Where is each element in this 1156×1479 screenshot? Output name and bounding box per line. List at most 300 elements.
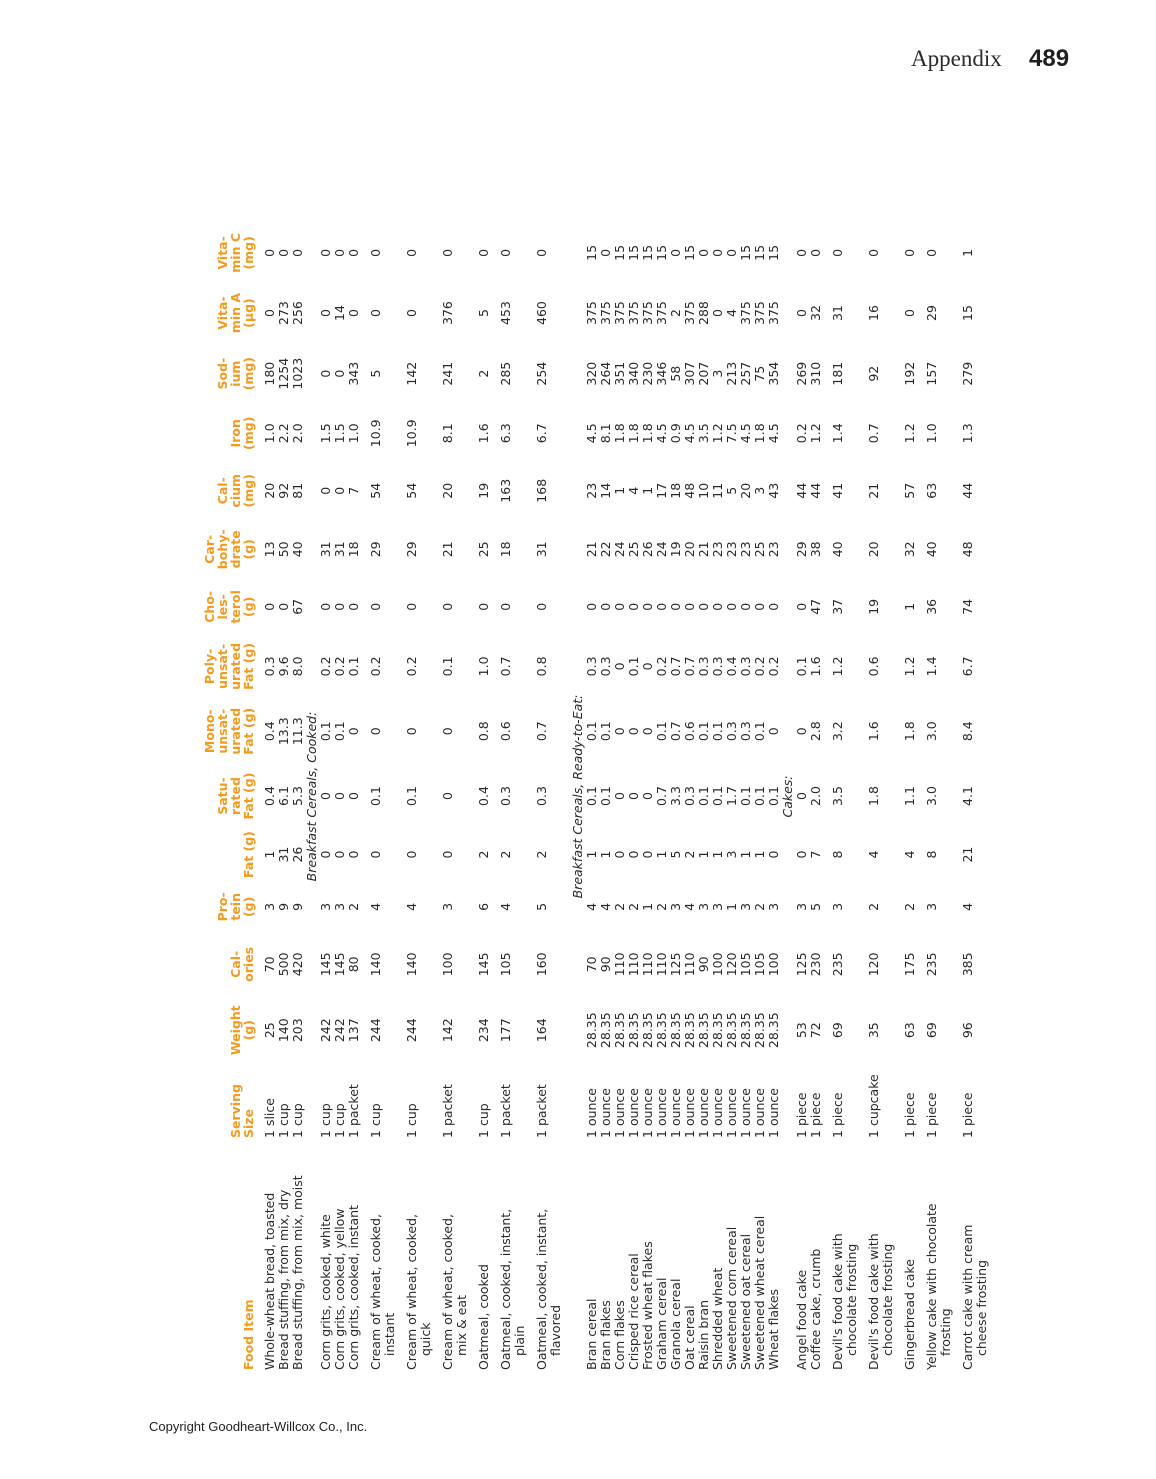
cell-calcium: 20 bbox=[440, 482, 455, 499]
cell-monounsaturated-fat: 0.3 bbox=[724, 721, 739, 742]
cell-cholesterol: 0 bbox=[262, 602, 277, 611]
cell-iron: 1.8 bbox=[612, 423, 627, 444]
cell-vitamin-c: 0 bbox=[710, 248, 725, 257]
table-row bbox=[859, 223, 895, 1370]
cell-vitamin-c: 0 bbox=[924, 248, 939, 257]
food-item-name: Devil's food cake with bbox=[866, 1233, 881, 1370]
cell-protein: 3 bbox=[332, 902, 347, 911]
food-item-name: Shredded wheat bbox=[710, 1267, 725, 1370]
cell-vitamin-c: 15 bbox=[752, 244, 767, 261]
cell-calories: 110 bbox=[682, 952, 697, 977]
cell-serving-size: 1 ounce bbox=[612, 1088, 627, 1138]
cell-vitamin-c: 0 bbox=[830, 248, 845, 257]
cell-carbohydrate: 18 bbox=[346, 541, 361, 558]
cell-fat: 1 bbox=[752, 850, 767, 859]
cell-fat: 0 bbox=[794, 850, 809, 859]
cell-vitamin-c: 0 bbox=[290, 248, 305, 257]
cell-sodium: 340 bbox=[626, 361, 641, 386]
table-row bbox=[319, 223, 333, 1370]
cell-fat: 3 bbox=[724, 850, 739, 859]
cell-calories: 175 bbox=[902, 952, 917, 977]
food-item-cell bbox=[469, 1140, 491, 1370]
cell-vitamin-a: 0 bbox=[368, 309, 383, 318]
cell-protein: 3 bbox=[696, 902, 711, 911]
cell-carbohydrate: 25 bbox=[626, 541, 641, 558]
table-row bbox=[725, 223, 739, 1370]
table-row bbox=[347, 223, 361, 1370]
table-row bbox=[397, 223, 433, 1370]
cell-cholesterol: 36 bbox=[924, 598, 939, 615]
cell-calories: 140 bbox=[404, 952, 419, 977]
table-row bbox=[739, 223, 753, 1370]
cell-cholesterol: 1 bbox=[902, 602, 917, 611]
cell-polyunsaturated-fat: 0.7 bbox=[682, 656, 697, 677]
cell-vitamin-a: 375 bbox=[682, 301, 697, 325]
cell-calcium: 19 bbox=[476, 482, 491, 499]
cell-cholesterol: 0 bbox=[368, 602, 383, 611]
cell-iron: 1.2 bbox=[902, 423, 917, 444]
cell-calcium: 20 bbox=[262, 482, 277, 499]
food-item-name: Graham cereal bbox=[654, 1277, 669, 1370]
cell-carbohydrate: 23 bbox=[738, 541, 753, 558]
food-item-cell bbox=[641, 1140, 655, 1370]
cell-iron: 3.5 bbox=[696, 423, 711, 444]
cell-calories: 145 bbox=[318, 952, 333, 977]
cell-carbohydrate: 40 bbox=[290, 541, 305, 558]
cell-protein: 2 bbox=[866, 902, 881, 911]
cell-cholesterol: 0 bbox=[612, 602, 627, 611]
food-item-name: Sweetened wheat cereal bbox=[752, 1215, 767, 1370]
cell-cholesterol: 0 bbox=[346, 602, 361, 611]
cell-monounsaturated-fat: 11.3 bbox=[290, 717, 305, 746]
food-item-cell bbox=[809, 1140, 823, 1370]
cell-saturated-fat: 0.4 bbox=[262, 786, 277, 806]
cell-polyunsaturated-fat: 0.3 bbox=[584, 656, 599, 677]
cell-serving-size: 1 packet bbox=[498, 1084, 513, 1138]
section-heading: Cakes: bbox=[780, 775, 795, 818]
table-row bbox=[613, 223, 627, 1370]
cell-protein: 4 bbox=[498, 902, 513, 911]
cell-carbohydrate: 23 bbox=[724, 541, 739, 558]
section-heading: Breakfast Cereals, Ready-to-Eat: bbox=[570, 694, 585, 899]
table-row bbox=[697, 223, 711, 1370]
cell-sodium: 1254 bbox=[276, 357, 291, 390]
cell-iron: 1.8 bbox=[626, 423, 641, 444]
food-item-name: Bread stuffing, from mix, dry bbox=[276, 1189, 291, 1370]
cell-carbohydrate: 31 bbox=[534, 541, 549, 558]
cell-carbohydrate: 29 bbox=[404, 541, 419, 558]
cell-monounsaturated-fat: 0.1 bbox=[752, 721, 767, 742]
cell-calcium: 1 bbox=[612, 486, 627, 495]
cell-saturated-fat: 1.1 bbox=[902, 786, 917, 806]
cell-protein: 4 bbox=[368, 902, 383, 911]
cell-sodium: 1023 bbox=[290, 357, 305, 390]
cell-calories: 145 bbox=[476, 952, 491, 977]
cell-iron: 8.1 bbox=[440, 423, 455, 444]
cell-calories: 230 bbox=[808, 952, 823, 977]
cell-serving-size: 1 ounce bbox=[584, 1088, 599, 1138]
cell-iron: 4.5 bbox=[738, 423, 753, 444]
cell-sodium: 180 bbox=[262, 361, 277, 386]
cell-carbohydrate: 18 bbox=[498, 541, 513, 558]
section-title: Appendix bbox=[911, 46, 1002, 71]
cell-carbohydrate: 23 bbox=[766, 541, 781, 558]
cell-weight: 96 bbox=[960, 1022, 975, 1039]
cell-saturated-fat: 1.7 bbox=[724, 786, 739, 806]
cell-sodium: 354 bbox=[766, 361, 781, 386]
cell-calcium: 0 bbox=[318, 486, 333, 495]
cell-carbohydrate: 19 bbox=[668, 541, 683, 558]
table-row bbox=[433, 223, 469, 1370]
cell-vitamin-c: 15 bbox=[682, 244, 697, 261]
cell-protein: 1 bbox=[640, 902, 655, 911]
cell-saturated-fat: 0 bbox=[440, 792, 455, 801]
cell-vitamin-a: 0 bbox=[902, 309, 917, 318]
cell-calcium: 44 bbox=[960, 482, 975, 499]
cell-fat: 1 bbox=[654, 850, 669, 859]
cell-cholesterol: 67 bbox=[290, 598, 305, 615]
cell-polyunsaturated-fat: 0.3 bbox=[696, 656, 711, 677]
cell-calcium: 10 bbox=[696, 482, 711, 499]
column-header-sodium: Sod- ium (mg) bbox=[215, 356, 256, 391]
cell-polyunsaturated-fat: 0.7 bbox=[668, 656, 683, 677]
cell-vitamin-c: 15 bbox=[738, 244, 753, 261]
food-item-name-continued: chocolate frosting bbox=[880, 1243, 895, 1356]
cell-calcium: 23 bbox=[584, 482, 599, 499]
cell-cholesterol: 0 bbox=[584, 602, 599, 611]
cell-saturated-fat: 0.1 bbox=[404, 786, 419, 806]
food-item-cell bbox=[291, 1140, 305, 1370]
cell-saturated-fat: 1.8 bbox=[866, 786, 881, 806]
food-item-name: Sweetened corn cereal bbox=[724, 1226, 739, 1370]
cell-saturated-fat: 0 bbox=[612, 792, 627, 801]
cell-cholesterol: 0 bbox=[332, 602, 347, 611]
cell-iron: 1.0 bbox=[346, 423, 361, 444]
cell-fat: 0 bbox=[332, 850, 347, 859]
cell-monounsaturated-fat: 0.1 bbox=[654, 721, 669, 742]
cell-saturated-fat: 6.1 bbox=[276, 786, 291, 806]
cell-cholesterol: 0 bbox=[276, 602, 291, 611]
cell-weight: 177 bbox=[498, 1018, 513, 1043]
cell-iron: 10.9 bbox=[404, 419, 419, 448]
cell-fat: 2 bbox=[476, 850, 491, 859]
cell-fat: 0 bbox=[440, 850, 455, 859]
table-section-row bbox=[305, 223, 319, 1370]
cell-calcium: 54 bbox=[404, 482, 419, 499]
cell-carbohydrate: 21 bbox=[440, 541, 455, 558]
cell-saturated-fat: 0.1 bbox=[584, 786, 599, 806]
cell-iron: 7.5 bbox=[724, 423, 739, 444]
cell-saturated-fat: 3.3 bbox=[668, 786, 683, 806]
page-number: 489 bbox=[1029, 45, 1070, 72]
column-header-carbohydrate: Car- bohy- drate (g) bbox=[202, 529, 256, 570]
cell-fat: 1 bbox=[598, 850, 613, 859]
cell-carbohydrate: 20 bbox=[682, 541, 697, 558]
cell-vitamin-c: 0 bbox=[668, 248, 683, 257]
cell-cholesterol: 0 bbox=[640, 602, 655, 611]
cell-monounsaturated-fat: 0.3 bbox=[738, 721, 753, 742]
cell-protein: 4 bbox=[682, 902, 697, 911]
cell-protein: 3 bbox=[668, 902, 683, 911]
cell-monounsaturated-fat: 0.1 bbox=[598, 721, 613, 742]
cell-fat: 31 bbox=[276, 846, 291, 863]
cell-calcium: 0 bbox=[332, 486, 347, 495]
cell-polyunsaturated-fat: 0.3 bbox=[738, 656, 753, 677]
cell-vitamin-a: 31 bbox=[830, 305, 845, 321]
cell-weight: 72 bbox=[808, 1022, 823, 1039]
cell-weight: 28.35 bbox=[682, 1012, 697, 1049]
cell-weight: 28.35 bbox=[710, 1012, 725, 1049]
column-header-cholesterol: Cho- les- terol (g) bbox=[202, 590, 256, 624]
column-header-vitamin-c: Vita- min C (mg) bbox=[215, 233, 256, 273]
cell-polyunsaturated-fat: 0.4 bbox=[724, 656, 739, 677]
cell-monounsaturated-fat: 0.7 bbox=[534, 721, 549, 742]
cell-polyunsaturated-fat: 1.2 bbox=[830, 656, 845, 677]
food-item-name: Oatmeal, cooked, instant, bbox=[534, 1208, 549, 1370]
cell-calories: 80 bbox=[346, 956, 361, 973]
cell-cholesterol: 0 bbox=[682, 602, 697, 611]
cell-cholesterol: 47 bbox=[808, 598, 823, 615]
table-row bbox=[599, 223, 613, 1370]
cell-weight: 69 bbox=[924, 1022, 939, 1039]
food-item-cell bbox=[627, 1140, 641, 1370]
cell-vitamin-a: 288 bbox=[696, 301, 711, 325]
cell-calcium: 3 bbox=[752, 486, 767, 495]
cell-iron: 1.8 bbox=[752, 423, 767, 444]
cell-sodium: 285 bbox=[498, 361, 513, 386]
cell-saturated-fat: 0.4 bbox=[476, 786, 491, 806]
food-item-cell bbox=[669, 1140, 683, 1370]
food-item-name: Raisin bran bbox=[696, 1299, 711, 1370]
cell-iron: 0.7 bbox=[866, 423, 881, 444]
food-item-cell bbox=[347, 1140, 361, 1370]
cell-calcium: 18 bbox=[668, 482, 683, 499]
cell-weight: 142 bbox=[440, 1018, 455, 1043]
cell-sodium: 230 bbox=[640, 361, 655, 386]
table-row bbox=[263, 223, 277, 1370]
cell-saturated-fat: 0.1 bbox=[752, 786, 767, 806]
food-item-name: Cream of wheat, cooked, bbox=[440, 1213, 455, 1370]
cell-sodium: 192 bbox=[902, 361, 917, 386]
cell-calcium: 20 bbox=[738, 482, 753, 499]
cell-sodium: 213 bbox=[724, 361, 739, 386]
cell-vitamin-c: 0 bbox=[262, 248, 277, 257]
cell-protein: 3 bbox=[830, 902, 845, 911]
cell-polyunsaturated-fat: 0.2 bbox=[404, 656, 419, 677]
column-header-protein: Pro- tein (g) bbox=[215, 892, 256, 922]
cell-saturated-fat: 0.3 bbox=[682, 786, 697, 806]
cell-protein: 4 bbox=[598, 902, 613, 911]
cell-sodium: 241 bbox=[440, 361, 455, 386]
column-header-polyunsaturated-fat: Poly- unsat- urated Fat (g) bbox=[202, 642, 256, 690]
cell-serving-size: 1 cupcake bbox=[866, 1074, 881, 1138]
table-row bbox=[469, 223, 491, 1370]
cell-polyunsaturated-fat: 0.2 bbox=[766, 656, 781, 677]
food-item-cell bbox=[585, 1140, 599, 1370]
cell-monounsaturated-fat: 3.2 bbox=[830, 721, 845, 742]
cell-monounsaturated-fat: 1.6 bbox=[866, 721, 881, 742]
cell-sodium: 257 bbox=[738, 361, 753, 386]
column-header-iron: Iron (mg) bbox=[228, 416, 256, 450]
cell-polyunsaturated-fat: 0.2 bbox=[332, 656, 347, 677]
cell-serving-size: 1 cup bbox=[332, 1103, 347, 1138]
cell-serving-size: 1 ounce bbox=[752, 1088, 767, 1138]
food-item-cell bbox=[697, 1140, 711, 1370]
cell-calories: 120 bbox=[724, 952, 739, 977]
cell-vitamin-a: 32 bbox=[808, 305, 823, 321]
cell-vitamin-c: 0 bbox=[724, 248, 739, 257]
cell-cholesterol: 0 bbox=[534, 602, 549, 611]
cell-carbohydrate: 21 bbox=[696, 541, 711, 558]
cell-calcium: 81 bbox=[290, 482, 305, 499]
table-row bbox=[277, 223, 291, 1370]
cell-iron: 10.9 bbox=[368, 419, 383, 448]
cell-polyunsaturated-fat: 0.7 bbox=[498, 656, 513, 677]
cell-iron: 4.5 bbox=[766, 423, 781, 444]
cell-vitamin-c: 15 bbox=[766, 244, 781, 261]
cell-vitamin-c: 0 bbox=[794, 248, 809, 257]
cell-monounsaturated-fat: 0.1 bbox=[710, 721, 725, 742]
cell-serving-size: 1 ounce bbox=[668, 1088, 683, 1138]
cell-weight: 242 bbox=[318, 1018, 333, 1043]
cell-polyunsaturated-fat: 8.0 bbox=[290, 656, 305, 677]
table-row bbox=[527, 223, 563, 1370]
table-row bbox=[655, 223, 669, 1370]
cell-protein: 2 bbox=[346, 902, 361, 911]
cell-sodium: 5 bbox=[368, 369, 383, 378]
cell-polyunsaturated-fat: 0.1 bbox=[794, 656, 809, 677]
cell-weight: 28.35 bbox=[752, 1012, 767, 1049]
cell-fat: 26 bbox=[290, 846, 305, 863]
cell-saturated-fat: 2.0 bbox=[808, 786, 823, 806]
cell-calories: 110 bbox=[612, 952, 627, 977]
cell-saturated-fat: 3.0 bbox=[924, 786, 939, 806]
cell-polyunsaturated-fat: 0.3 bbox=[598, 656, 613, 677]
cell-polyunsaturated-fat: 0.2 bbox=[654, 656, 669, 677]
cell-fat: 4 bbox=[902, 850, 917, 859]
food-item-name: Corn grits, cooked, yellow bbox=[332, 1208, 347, 1370]
cell-vitamin-a: 0 bbox=[318, 309, 333, 318]
cell-calories: 120 bbox=[866, 952, 881, 977]
cell-monounsaturated-fat: 0 bbox=[626, 727, 641, 736]
nutrition-table bbox=[203, 223, 989, 1370]
cell-cholesterol: 37 bbox=[830, 598, 845, 615]
cell-sodium: 58 bbox=[668, 365, 683, 382]
cell-iron: 0.2 bbox=[794, 423, 809, 444]
cell-carbohydrate: 24 bbox=[654, 541, 669, 558]
cell-calcium: 63 bbox=[924, 482, 939, 499]
table-row bbox=[895, 223, 917, 1370]
cell-cholesterol: 0 bbox=[440, 602, 455, 611]
cell-fat: 2 bbox=[534, 850, 549, 859]
cell-serving-size: 1 ounce bbox=[696, 1088, 711, 1138]
cell-sodium: 279 bbox=[960, 361, 975, 386]
cell-calcium: 14 bbox=[598, 482, 613, 499]
table-row bbox=[767, 223, 781, 1370]
food-item-cell bbox=[433, 1140, 469, 1370]
cell-fat: 4 bbox=[866, 850, 881, 859]
cell-vitamin-a: 4 bbox=[724, 309, 739, 318]
cell-fat: 0 bbox=[766, 850, 781, 859]
cell-monounsaturated-fat: 8.4 bbox=[960, 721, 975, 742]
table-row bbox=[491, 223, 527, 1370]
cell-cholesterol: 0 bbox=[318, 602, 333, 611]
cell-saturated-fat: 4.1 bbox=[960, 786, 975, 806]
cell-monounsaturated-fat: 0.4 bbox=[262, 721, 277, 742]
table-row bbox=[641, 223, 655, 1370]
cell-serving-size: 1 packet bbox=[346, 1084, 361, 1138]
cell-sodium: 310 bbox=[808, 361, 823, 386]
cell-protein: 4 bbox=[584, 902, 599, 911]
cell-calories: 90 bbox=[598, 956, 613, 973]
cell-monounsaturated-fat: 0 bbox=[640, 727, 655, 736]
cell-serving-size: 1 ounce bbox=[598, 1088, 613, 1138]
cell-saturated-fat: 0.7 bbox=[654, 786, 669, 806]
cell-calcium: 57 bbox=[902, 482, 917, 499]
cell-iron: 1.2 bbox=[808, 423, 823, 444]
cell-saturated-fat: 0 bbox=[626, 792, 641, 801]
cell-weight: 28.35 bbox=[766, 1012, 781, 1049]
food-item-name: Bran cereal bbox=[584, 1298, 599, 1370]
cell-carbohydrate: 40 bbox=[830, 541, 845, 558]
cell-calories: 160 bbox=[534, 952, 549, 977]
column-header-food-item: Food Item bbox=[241, 1299, 256, 1370]
cell-fat: 1 bbox=[738, 850, 753, 859]
cell-vitamin-a: 29 bbox=[924, 305, 939, 321]
cell-serving-size: 1 ounce bbox=[626, 1088, 641, 1138]
cell-vitamin-a: 375 bbox=[752, 301, 767, 325]
food-item-cell bbox=[361, 1140, 397, 1370]
cell-carbohydrate: 32 bbox=[902, 541, 917, 558]
cell-serving-size: 1 piece bbox=[924, 1092, 939, 1138]
cell-monounsaturated-fat: 0.6 bbox=[498, 721, 513, 742]
cell-vitamin-a: 375 bbox=[626, 301, 641, 325]
cell-vitamin-c: 0 bbox=[476, 248, 491, 257]
cell-protein: 9 bbox=[276, 902, 291, 911]
cell-saturated-fat: 0 bbox=[794, 792, 809, 801]
cell-iron: 1.5 bbox=[332, 423, 347, 444]
cell-vitamin-c: 15 bbox=[640, 244, 655, 261]
cell-protein: 2 bbox=[752, 902, 767, 911]
cell-calcium: 44 bbox=[808, 482, 823, 499]
cell-sodium: 346 bbox=[654, 361, 669, 386]
cell-vitamin-c: 15 bbox=[626, 244, 641, 261]
cell-monounsaturated-fat: 0.1 bbox=[696, 721, 711, 742]
cell-weight: 137 bbox=[346, 1018, 361, 1043]
food-item-name-continued: chocolate frosting bbox=[844, 1243, 859, 1356]
cell-protein: 6 bbox=[476, 902, 491, 911]
cell-vitamin-c: 0 bbox=[498, 248, 513, 257]
food-item-name: Bran flakes bbox=[598, 1300, 613, 1370]
cell-serving-size: 1 piece bbox=[808, 1092, 823, 1138]
cell-cholesterol: 0 bbox=[724, 602, 739, 611]
cell-weight: 28.35 bbox=[738, 1012, 753, 1049]
cell-iron: 1.8 bbox=[640, 423, 655, 444]
food-item-cell bbox=[683, 1140, 697, 1370]
column-header-serving-size: Serving Size bbox=[228, 1084, 256, 1138]
food-item-name: Whole-wheat bread, toasted bbox=[262, 1192, 277, 1370]
cell-vitamin-a: 0 bbox=[346, 309, 361, 318]
cell-cholesterol: 0 bbox=[710, 602, 725, 611]
cell-sodium: 254 bbox=[534, 361, 549, 386]
cell-vitamin-c: 0 bbox=[318, 248, 333, 257]
food-item-cell bbox=[655, 1140, 669, 1370]
food-item-cell bbox=[711, 1140, 725, 1370]
food-item-name-continued: mix & eat bbox=[454, 1295, 469, 1356]
cell-protein: 3 bbox=[766, 902, 781, 911]
cell-serving-size: 1 cup bbox=[404, 1103, 419, 1138]
cell-cholesterol: 74 bbox=[960, 598, 975, 615]
